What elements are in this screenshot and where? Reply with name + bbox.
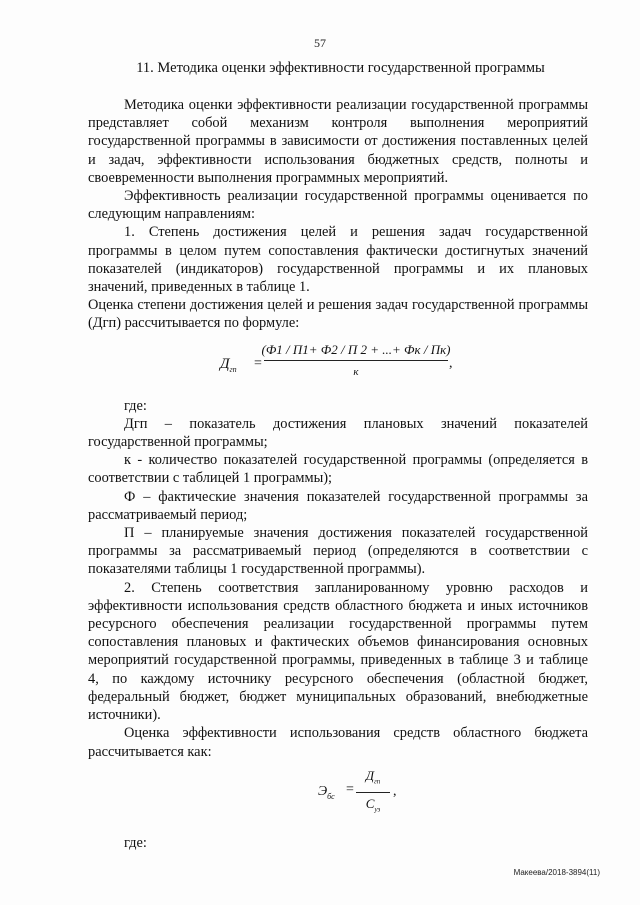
page-number: 57	[314, 36, 326, 50]
formula-lhs: $Д_{гп}$	[220, 355, 237, 374]
document-body	[88, 96, 588, 852]
formula-budget-efficiency	[88, 767, 588, 815]
paragraph-direction-2: 2. Степень соответствия запланированному уровню расходов и эффективности использования средств областного бюджета и иных источников ресурсного обеспечения реализации государственной программы путем сопоставления плановых и фактических объемов финансирования основных мероприятий государственной программы, приведенных в таблице 3 и таблице 4, по каждому источнику ресурсного обеспечения (областной бюджет, федеральный бюджет, бюджет муниципальных образований, внебюджетные источники).	[88, 579, 588, 724]
paragraph-budget-efficiency: Оценка эффективности использования средств областного бюджета рассчитывается как:	[88, 725, 588, 760]
document-footer-code: Макеева/2018-3894(11)	[513, 868, 600, 877]
paragraph-direction-1: 1. Степень достижения целей и решения задач государственной программы в целом путем сопоставления фактически достигнутых значений показателей (индикаторов) государственной программы и их плановых значений, приведенных в таблице 1.	[88, 224, 588, 296]
definition-f: Ф – фактические значения показателей государственной программы за рассматриваемый период;	[88, 488, 588, 523]
definition-dgp: Дгп – показатель достижения плановых значений показателей государственной программы;	[88, 415, 588, 451]
paragraph-intro: Методика оценки эффективности реализации государственной программы представляет собой механизм контроля выполнения мероприятий государственной программы в зависимости от достижения поставленных целей и задач, эффективности использования бюджетных средств, полноты и своевременности выполнения программных мероприятий.	[88, 97, 588, 186]
formula-numerator: (Ф1 / П1+ Ф2 / П 2 + ...+ Фк / Пк)	[261, 341, 451, 357]
formula-denominator: к	[353, 365, 359, 378]
formula-fraction	[261, 341, 451, 381]
section-heading: 11. Методика оценки эффективности государственной программы	[136, 60, 545, 76]
formula-comma: ,	[393, 783, 397, 799]
formula-equals: =	[254, 355, 262, 371]
formula-goal-achievement	[88, 339, 588, 387]
formula-lhs: $Э_{бс}$	[318, 783, 335, 801]
where-label: где:	[124, 397, 147, 414]
formula-numerator: $Д_{гп}$	[365, 767, 381, 786]
formula-comma: ,	[449, 355, 453, 371]
paragraph-formula-intro: Оценка степени достижения целей и решения задач государственной программы (Дгп) рассчитывается по формуле:	[88, 297, 588, 332]
definition-k: к - количество показателей государственной программы (определяется в соответствии с таблицей 1 программы);	[88, 452, 588, 487]
formula-fraction	[356, 767, 390, 819]
paragraph-directions: Эффективность реализации государственной программы оценивается по следующим направлениям:	[88, 188, 588, 223]
where-label: где:	[124, 834, 147, 851]
definition-p: П – планируемые значения достижения показателей государственной программы за рассматриваемый период (определяются в соответствии с показателями таблицы 1 государственной программы).	[88, 525, 588, 578]
formula-denominator: $С_{уз}$	[365, 795, 381, 814]
formula-equals: =	[346, 781, 354, 797]
